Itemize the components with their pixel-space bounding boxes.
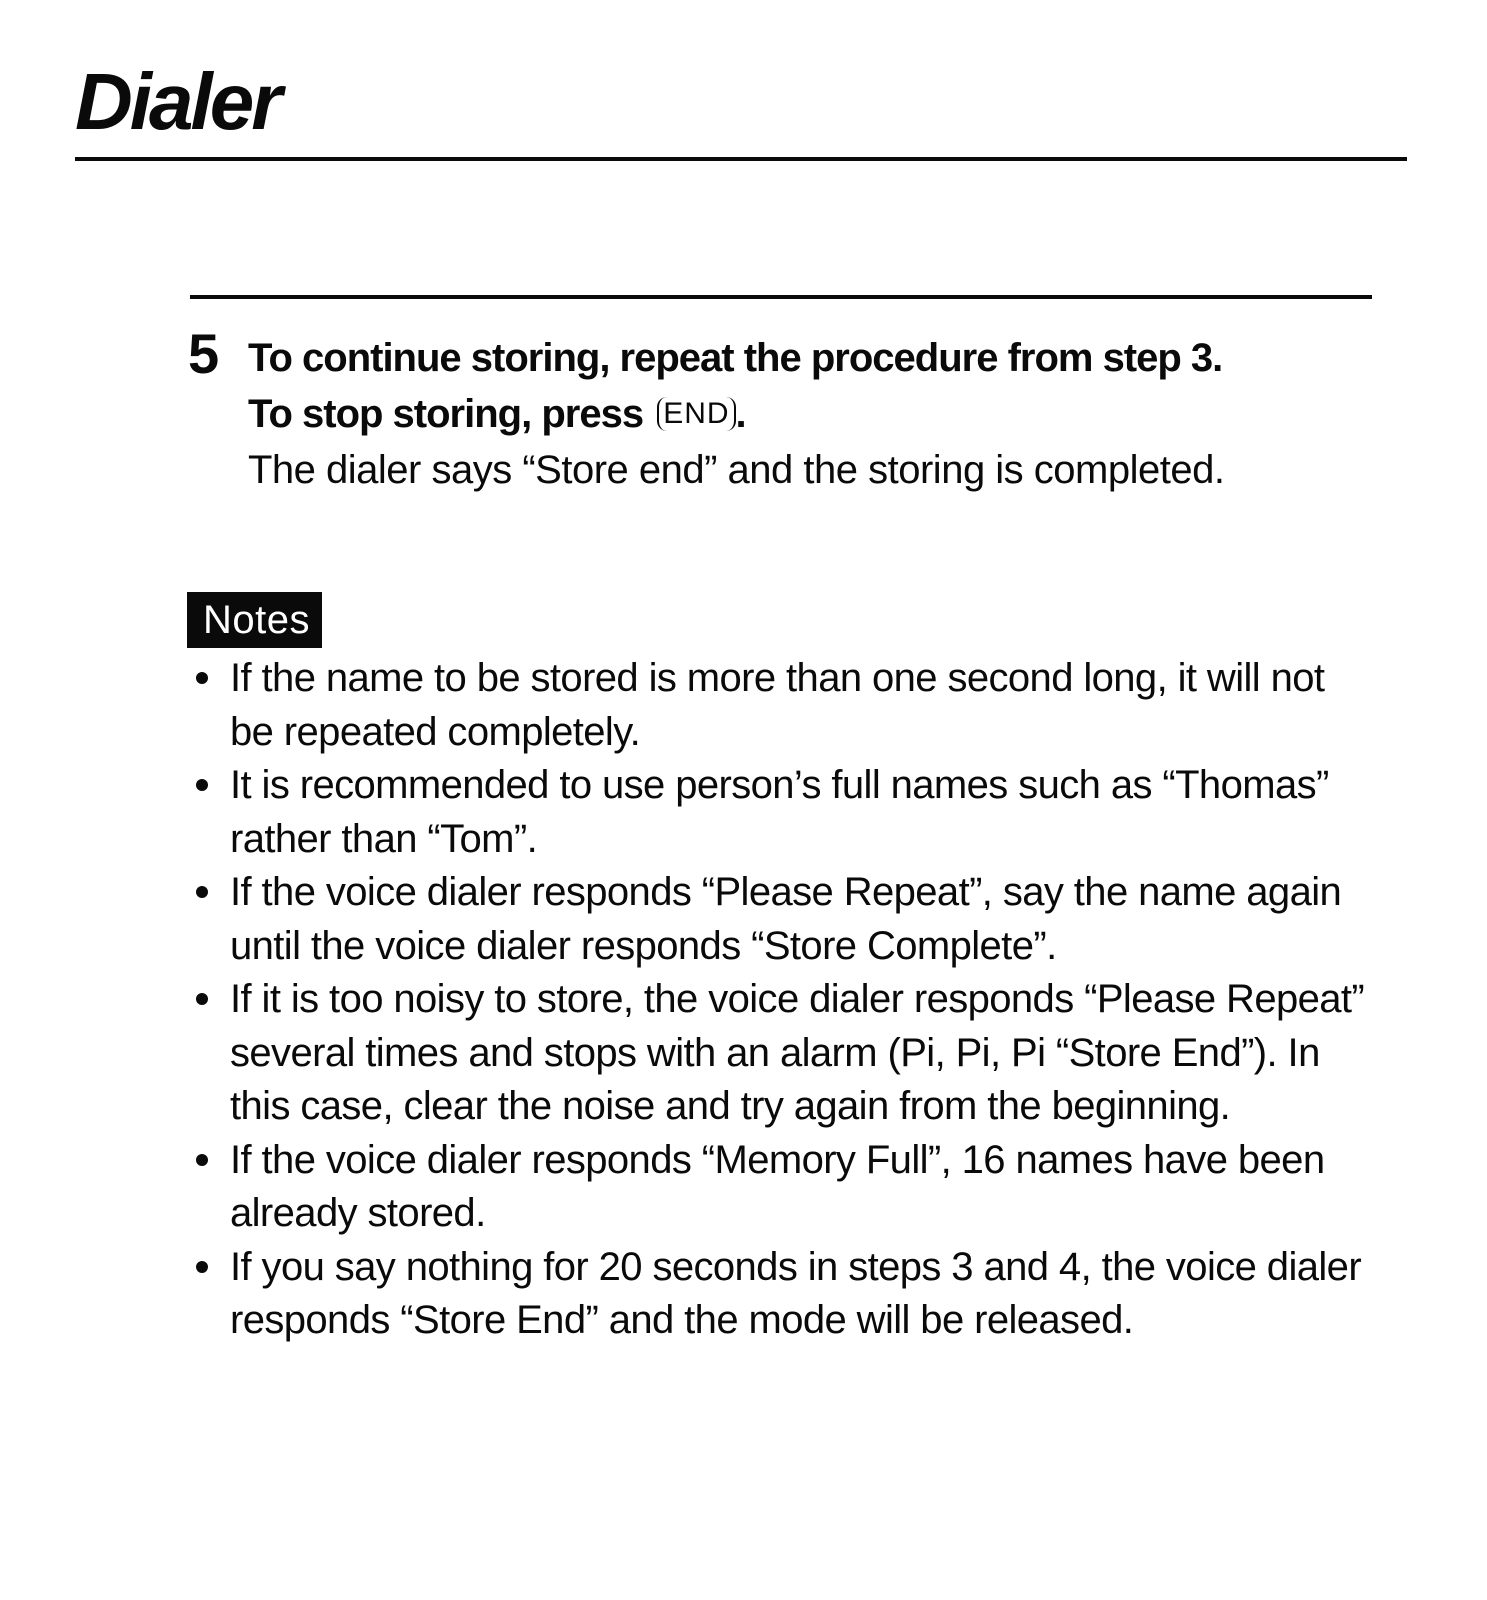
step-result: The dialer says “Store end” and the storing is completed. (248, 448, 1225, 492)
title-divider (75, 157, 1407, 161)
notes-list (192, 652, 1372, 1348)
note-item (192, 1241, 1372, 1348)
notes-label: Notes (187, 592, 322, 648)
step-number: 5 (188, 322, 220, 385)
bullet-icon (196, 1261, 208, 1273)
bullet-icon (196, 993, 208, 1005)
note-item (192, 973, 1372, 1134)
note-text: If the voice dialer responds “Please Repeat”, say the name again until the voice dialer responds “Store Complete”. (230, 870, 1342, 968)
step-body (248, 330, 1378, 498)
section-divider (190, 295, 1372, 299)
bullet-icon (196, 1154, 208, 1166)
end-key-icon: END (657, 397, 735, 431)
bullet-icon (196, 672, 208, 684)
note-item (192, 759, 1372, 866)
step-instruction-continue: To continue storing, repeat the procedure from step 3. (248, 336, 1223, 380)
note-item (192, 1134, 1372, 1241)
bullet-icon (196, 886, 208, 898)
bullet-icon (196, 779, 208, 791)
note-item (192, 866, 1372, 973)
note-text: If the voice dialer responds “Memory Full”, 16 names have been already stored. (230, 1137, 1325, 1235)
note-text: It is recommended to use person’s full names such as “Thomas” rather than “Tom”. (230, 763, 1329, 861)
note-text: If it is too noisy to store, the voice dialer responds “Please Repeat” several times and stops with an alarm (Pi, Pi, Pi “Store End”). In this case, clear the noise and try again from the beginning. (230, 977, 1365, 1128)
note-text: If you say nothing for 20 seconds in steps 3 and 4, the voice dialer responds “Store End” and the mode will be released. (230, 1244, 1362, 1342)
step-instruction-stop-period: . (735, 392, 746, 436)
note-text: If the name to be stored is more than one second long, it will not be repeated completely. (230, 656, 1325, 754)
note-item (192, 652, 1372, 759)
step-instruction-stop (248, 386, 1378, 442)
step-instruction-stop-text: To stop storing, press (248, 392, 644, 436)
page-title: Dialer (75, 57, 280, 146)
